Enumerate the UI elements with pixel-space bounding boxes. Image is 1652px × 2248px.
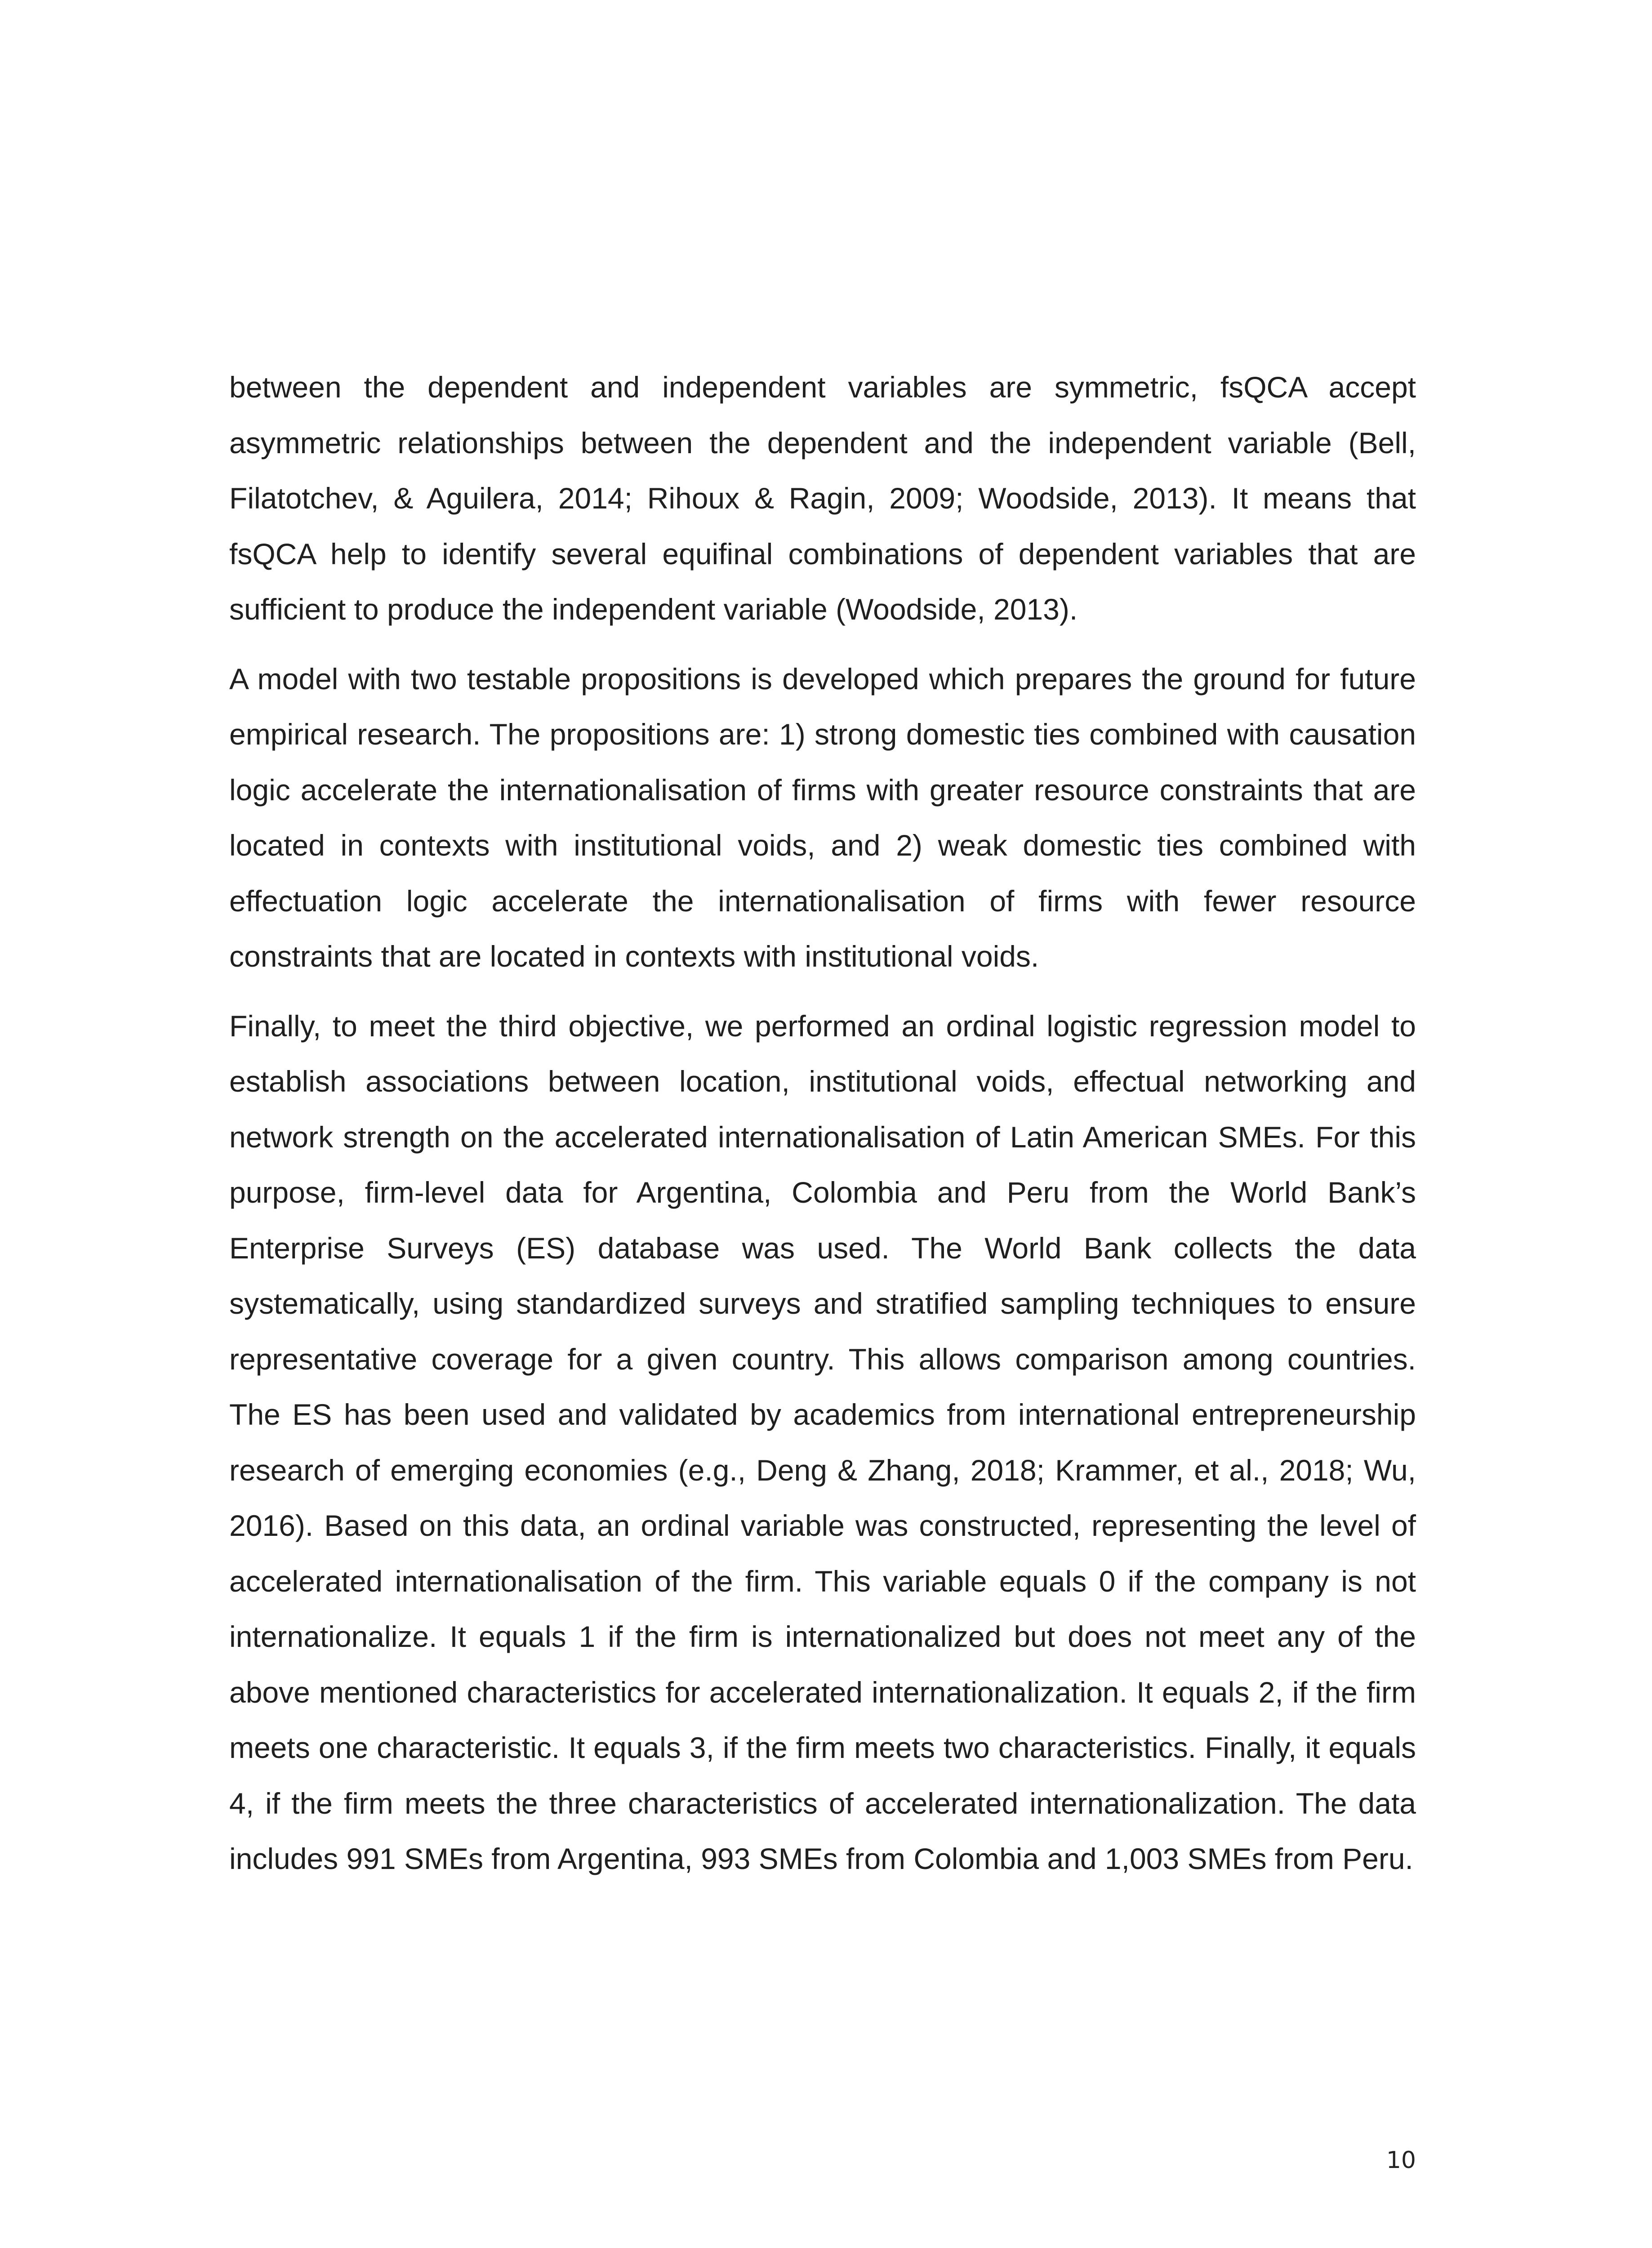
paragraph-3: Finally, to meet the third objective, we performed an ordinal logistic regression model to establish associations between location, institutional voids, effectual networking and network strength on the accelerated internationalisation of Latin American SMEs. For this purpose, firm-level data for Argentina, Colombia and Peru from the World Bank’s Enterprise Surveys (ES) database was used. The World Bank collects the data systematically, using standardized surveys and stratified sampling techniques to ensure representative coverage for a given country. This allows comparison among countries. The ES has been used and validated by academics from international entrepreneurship research of emerging economies (e.g., Deng & Zhang, 2018; Krammer, et al., 2018; Wu, 2016). Based on this data, an ordinal variable was constructed, representing the level of accelerated internationalisation of the firm. This variable equals 0 if the company is not internationalize. It equals 1 if the firm is internationalized but does not meet any of the above mentioned characteristics for accelerated internationalization. It equals 2, if the firm meets one characteristic. It equals 3, if the firm meets two characteristics. Finally, it equals 4, if the firm meets the three characteristics of accelerated internationalization. The data includes 991 SMEs from Argentina, 993 SMEs from Colombia and 1,003 SMEs from Peru. xyxy=(229,1009,1416,1875)
paragraph-2: A model with two testable propositions is developed which prepares the ground for future empirical research. The propositions are: 1) strong domestic ties combined with causation logic accelerate the internationalisation of firms with greater resource constraints that are located in contexts with institutional voids, and 2) weak domestic ties combined with effectuation logic accelerate the internationalisation of firms with fewer resource constraints that are located in contexts with institutional voids. xyxy=(229,662,1416,973)
paragraph-1: between the dependent and independent variables are symmetric, fsQCA accept asymmetric relationships between the dependent and the independent variable (Bell, Filatotchev, & Aguilera, 2014; Rihoux & Ragin, 2009; Woodside, 2013). It means that fsQCA help to identify several equifinal combinations of dependent variables that are sufficient to produce the independent variable (Woodside, 2013). xyxy=(229,370,1416,626)
body-text xyxy=(229,360,1416,1887)
page-number: 10 xyxy=(1386,2147,1416,2174)
